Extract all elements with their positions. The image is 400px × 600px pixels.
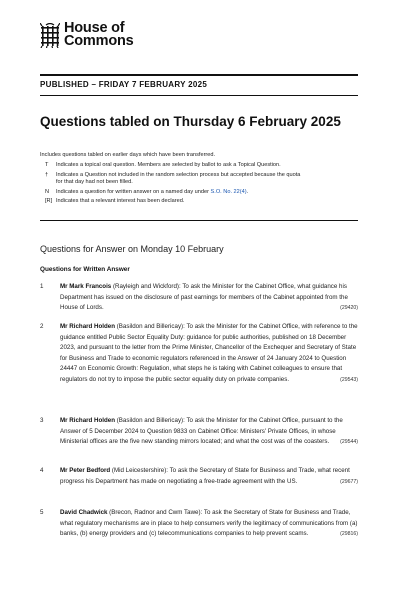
legend-text: Indicates a topical oral question. Members are selected by ballot to ask a Topical Question.: [56, 162, 281, 168]
published-rule: [40, 95, 358, 96]
constituency: (Brecon, Radnor and Cwm Tawe):: [107, 509, 204, 516]
intro-note: Includes questions tabled on earlier days which have been transferred.: [40, 152, 216, 158]
question-reference: (29816): [340, 531, 358, 538]
constituency: (Basildon and Billericay):: [115, 323, 187, 330]
question-item: [40, 322, 358, 386]
member-name: Mr Peter Bedford: [60, 467, 111, 474]
question-item: [40, 416, 358, 448]
question-number: 1: [40, 283, 44, 290]
legend-item: [40, 172, 360, 187]
question-number: 4: [40, 467, 44, 474]
member-name: Mr Richard Holden: [60, 417, 116, 424]
question-body: [60, 416, 358, 448]
section-heading: Questions for Answer on Monday 10 February: [40, 244, 224, 254]
legend-item: [40, 189, 360, 197]
member-name: Mr Mark Francois: [60, 283, 112, 290]
question-item: [40, 282, 358, 314]
top-rule: [40, 74, 358, 76]
question-reference: (29677): [340, 478, 358, 485]
sub-heading: Questions for Written Answer: [40, 266, 130, 273]
constituency: (Basildon and Billericay):: [115, 417, 187, 424]
question-reference: (29543): [340, 376, 358, 383]
portcullis-icon: [40, 23, 60, 48]
legend: [40, 162, 360, 208]
legend-text-part: Indicates a question for written answer on a named day under: [56, 188, 211, 195]
question-number: 3: [40, 417, 44, 424]
legend-symbol: N: [45, 188, 50, 195]
question-number: 2: [40, 323, 44, 330]
logo-wordmark: [64, 22, 134, 48]
logo-line-2: Commons: [64, 33, 134, 49]
legend-symbol: †: [45, 171, 49, 178]
question-item: [40, 466, 358, 487]
legend-text: [56, 189, 360, 197]
legend-text: Indicates that a relevant interest has been declared.: [56, 198, 185, 205]
legend-item: [40, 162, 360, 170]
question-text: To ask the Minister for the Cabinet Office, pursuant to the Answer of 5 December 2024 to Question 9833 on Cabinet Office: Ministers' Private Offices, in whose Ministerial offices are the five new standing mirrors located; and what the cost was of the coasters.: [60, 417, 343, 446]
legend-rule: [40, 220, 358, 221]
standing-order-link[interactable]: S.O. No. 22(4): [210, 188, 247, 195]
question-number: 5: [40, 509, 44, 516]
question-item: [40, 508, 358, 540]
question-text: To ask the Secretary of State for Business and Trade, what regulatory mechanisms are in place to help consumers verify the legitimacy of communications from (a) banks, (b) energy providers and (c) telecommunications companies to help prevent scams.: [60, 509, 358, 538]
constituency: (Mid Leicestershire):: [110, 467, 170, 474]
legend-text-suffix: .: [246, 188, 249, 195]
legend-symbol: [R]: [45, 198, 53, 205]
question-reference: (29420): [340, 305, 358, 312]
logo-line-1: House of: [64, 20, 125, 36]
question-body: [60, 466, 358, 487]
question-text: To ask the Minister for the Cabinet Office, with reference to the guidance entitled Public Sector Equality Duty: guidance for public authorities, published on 18 December 2023, and pursuant to the letter from the Prime Minister, Chancellor of the Exchequer and Secretary of State for Business and Trade to economic regulators referenced in the Answer of 24 January 2024 to Question 24447 on Economic Growth: Regulation, what steps he is taking with Cabinet colleagues to ensure that regulators do not try to impose the public sector equality duty on private companies.: [60, 323, 358, 383]
question-body: [60, 322, 358, 386]
question-reference: (29544): [340, 439, 358, 446]
published-date: PUBLISHED – FRIDAY 7 FEBRUARY 2025: [40, 80, 208, 89]
legend-text: Indicates a Question not included in the random selection process but accepted because the quota for that day had not been filled.: [56, 171, 301, 186]
question-text: To ask the Minister for the Cabinet Office, what guidance his Department has issued on the disclosure of past earnings for members of the Cabinet appointed from the House of Lords.: [60, 283, 348, 312]
legend-item: [40, 198, 360, 206]
house-of-commons-logo: [40, 22, 134, 48]
member-name: Mr Richard Holden: [60, 323, 116, 330]
legend-symbol: T: [45, 162, 49, 168]
question-text: To ask the Secretary of State for Business and Trade, what recent progress his Department has made on negotiating a free-trade agreement with the US.: [60, 467, 350, 485]
question-body: [60, 282, 358, 314]
member-name: David Chadwick: [60, 509, 108, 516]
page-title: Questions tabled on Thursday 6 February 2025: [40, 114, 341, 129]
question-body: [60, 508, 358, 540]
constituency: (Rayleigh and Wickford):: [111, 283, 183, 290]
